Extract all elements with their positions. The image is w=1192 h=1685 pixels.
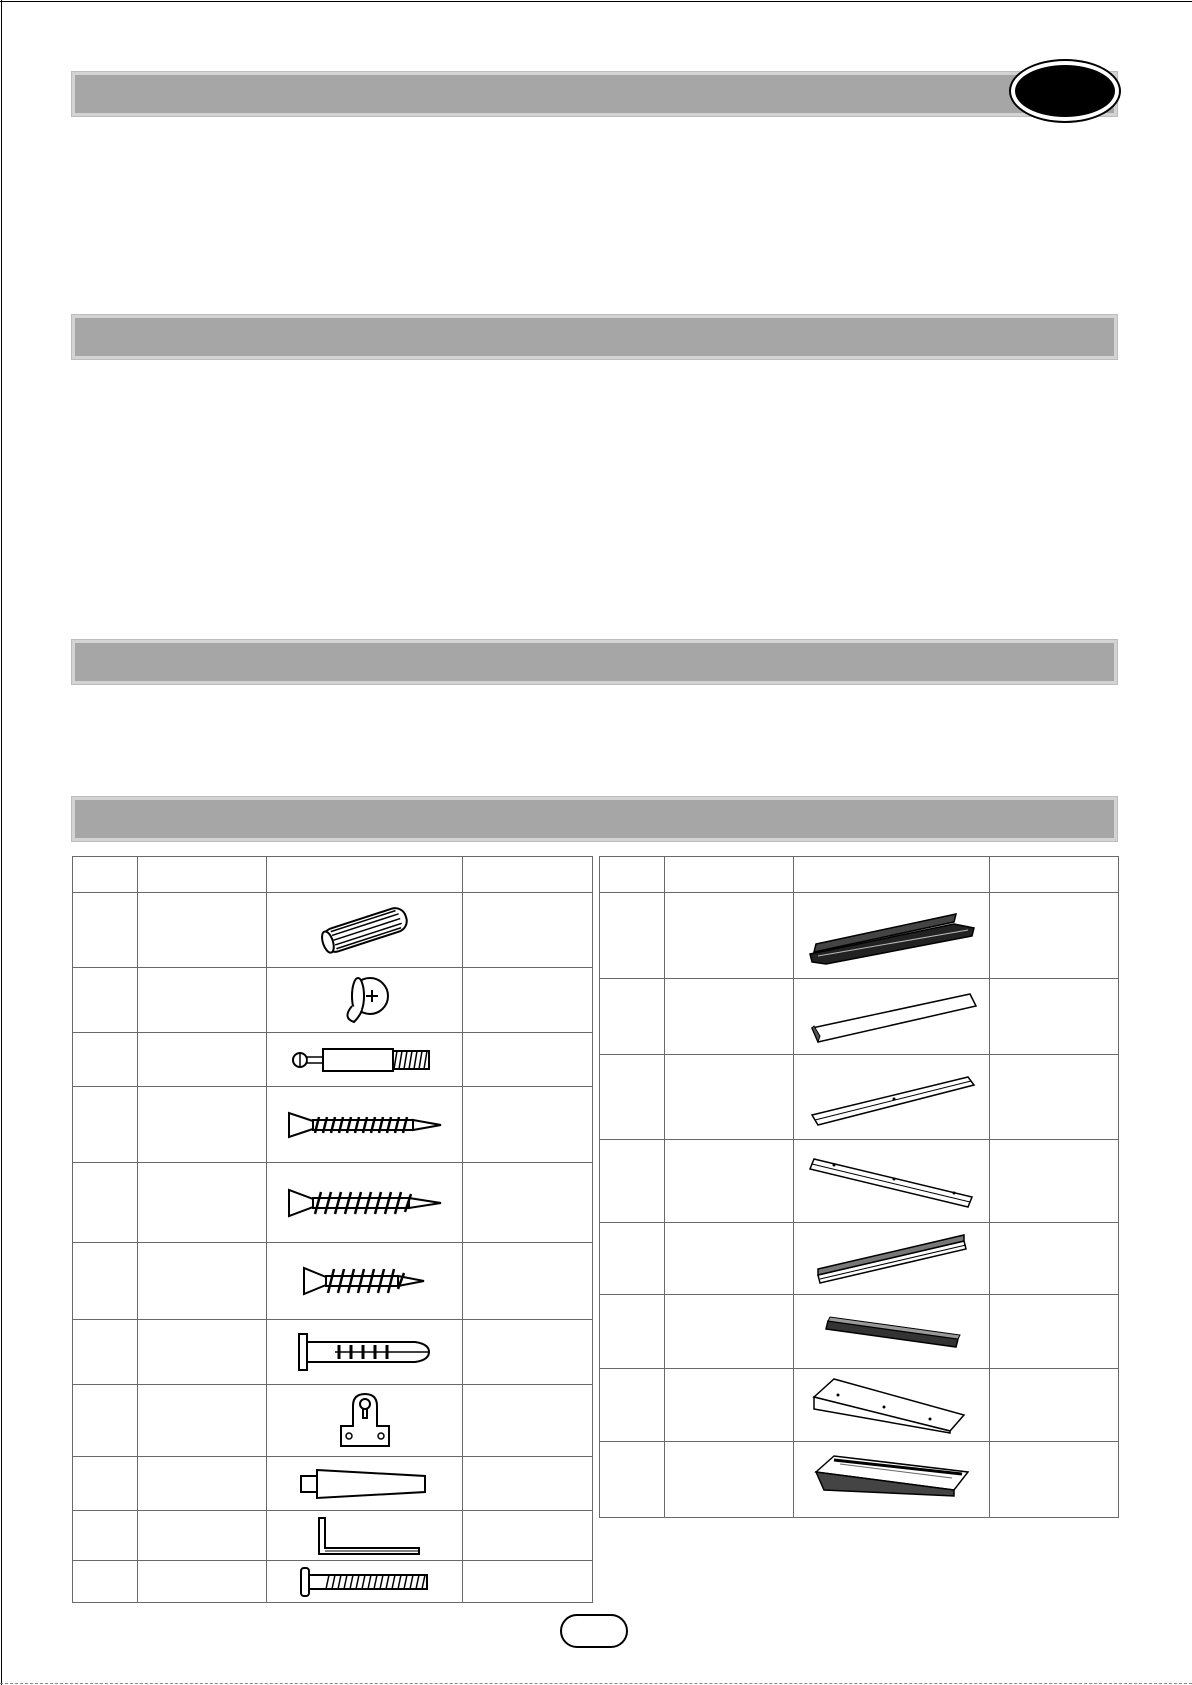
plastic-foot-icon [267,1457,463,1511]
square-rail-profile-icon [794,1140,990,1223]
table-row [73,1385,593,1457]
hardware-table-header [73,857,593,893]
table-row [600,979,1119,1055]
section-header-1 [72,72,1117,116]
header-cell [137,857,267,893]
page-border-top [0,1,1192,2]
language-badge [1011,61,1119,121]
table-row [73,893,593,968]
table-row [73,1320,593,1385]
page-number [560,1614,628,1648]
section-header-4 [72,797,1117,841]
tray-profile-icon [794,1442,990,1518]
header-cell [990,857,1119,893]
table-row [73,1033,593,1087]
table-row [73,1087,593,1163]
section-header-2 [72,315,1117,359]
top-rail-profile-icon [794,893,990,979]
table-row [73,1457,593,1511]
thin-rail-profile-icon [794,1295,990,1369]
table-row [73,1511,593,1561]
page-border-left [1,0,2,1685]
header-cell [600,857,665,893]
wall-plug-icon [267,1320,463,1385]
profile-table-header [600,857,1119,893]
angle-bracket-profile-icon [794,1369,990,1442]
table-row [73,1243,593,1320]
flat-strip-profile-icon [794,979,990,1055]
allen-key-icon [267,1511,463,1561]
table-row [73,1163,593,1243]
table-row [73,1561,593,1603]
long-screw-icon [267,1087,463,1163]
table-row [600,1295,1119,1369]
table-row [73,968,593,1033]
table-row [600,1442,1119,1518]
machine-bolt-icon [267,1561,463,1603]
header-cell [794,857,990,893]
cam-bolt-icon [267,1033,463,1087]
profile-table [599,856,1119,1518]
medium-screw-icon [267,1163,463,1243]
channel-rail-profile-icon [794,1223,990,1295]
table-row [600,1369,1119,1442]
header-cell [463,857,593,893]
short-screw-icon [267,1243,463,1320]
section-header-3 [72,640,1117,684]
header-cell [73,857,138,893]
table-row [600,1055,1119,1140]
wooden-dowel-icon [267,893,463,968]
hanging-bracket-icon [267,1385,463,1457]
table-row [600,1140,1119,1223]
header-cell [664,857,794,893]
table-row [600,893,1119,979]
header-cell [267,857,463,893]
table-row [600,1223,1119,1295]
hardware-table [72,856,593,1603]
cam-lock-icon [267,968,463,1033]
slim-rail-profile-icon [794,1055,990,1140]
